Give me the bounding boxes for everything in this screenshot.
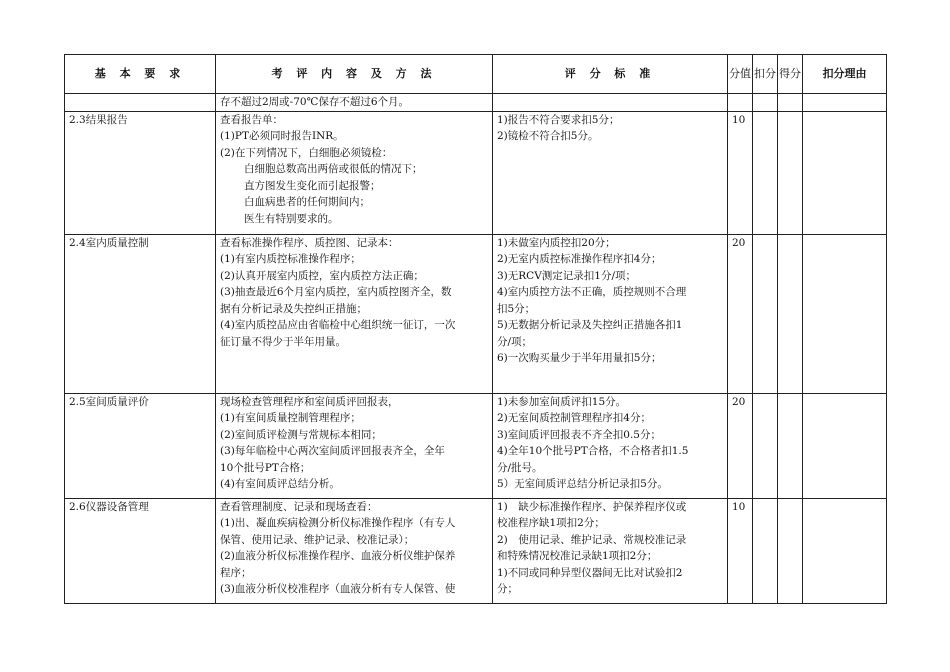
cell-deduct xyxy=(753,111,778,234)
content-line: 医生有特别要求的。 xyxy=(244,212,339,225)
standard-line: 4)室内质控方法不正确，质控规则不合理 xyxy=(497,286,687,298)
standard-line: 3)无RCV测定记录扣1分/项； xyxy=(497,269,637,282)
header-content: 考 评 内 容 及 方 法 xyxy=(216,55,493,94)
cell-obtained xyxy=(778,94,803,112)
standard-line: 2)无室内质控标准操作程序扣4分； xyxy=(497,253,662,265)
table-row xyxy=(65,393,887,498)
table-row xyxy=(65,111,887,234)
content-line: (1)出、凝血疾病检测分析仪标准操作程序（有专人 xyxy=(220,517,456,529)
cell-content xyxy=(216,393,493,498)
cell-score: 20 xyxy=(728,393,753,498)
cell-standard xyxy=(493,94,728,112)
standard-line: 6)一次购买量少于半年用量扣5分； xyxy=(497,352,662,364)
cell-reason xyxy=(803,234,887,393)
content-line: (3)每年临检中心两次室间质评回报表齐全，全年 xyxy=(220,445,445,457)
standard-line: 5)无数据分析记录及失控纠正措施各扣1 xyxy=(497,319,683,331)
cell-standard xyxy=(493,393,728,498)
cell-standard xyxy=(493,234,728,393)
content-line: 白细胞总数高出两倍或很低的情况下； xyxy=(244,163,423,175)
cell-reason xyxy=(803,393,887,498)
cell-deduct xyxy=(753,498,778,603)
standard-line: 3)室间质评回报表不齐全扣0.5分； xyxy=(497,428,661,441)
header-row xyxy=(65,55,887,94)
content-line: 现场检查管理程序和室间质评回报表， xyxy=(220,395,399,408)
content-line: (4)有室间质评总结分析。 xyxy=(220,478,340,490)
content-line: (3)血液分析仪校准程序（血液分析有专人保管、使 xyxy=(220,583,456,595)
header-obtained: 得分 xyxy=(778,55,803,94)
standard-line: 2) 使用记录、维护记录、常规校准记录 xyxy=(497,533,687,546)
table-row xyxy=(65,234,887,393)
content-line: (2)在下列情况下，白细胞必须镜检： xyxy=(220,146,393,159)
cell-deduct xyxy=(753,94,778,112)
standard-line: 分； xyxy=(497,583,518,595)
standard-line: 1)报告不符合要求扣5分； xyxy=(497,113,620,126)
cell-requirement: 2.5室间质量评价 xyxy=(65,393,216,498)
content-line: 征订量不得少于半年用量。 xyxy=(220,335,346,348)
cell-score: 10 xyxy=(728,498,753,603)
cell-standard xyxy=(493,498,728,603)
content-line: (2)血液分析仪标准操作程序、血液分析仪维护保养 xyxy=(220,550,456,562)
header-standard: 评 分 标 准 xyxy=(493,55,728,94)
standard-line: 校准程序缺1项扣2分； xyxy=(497,517,605,529)
cell-obtained xyxy=(778,111,803,234)
standard-line: 分/批号。 xyxy=(497,461,543,474)
standard-line: 分/项； xyxy=(497,335,533,348)
cell-reason xyxy=(803,111,887,234)
header-reason: 扣分理由 xyxy=(803,55,887,94)
standard-line: 2)镜检不符合扣5分。 xyxy=(497,130,599,142)
cell-obtained xyxy=(778,234,803,393)
cell-requirement: 2.4室内质量控制 xyxy=(65,234,216,393)
cell-reason xyxy=(803,498,887,603)
content-line: (2)室间质评检测与常规标本相同； xyxy=(220,428,382,441)
cell-requirement: 2.3结果报告 xyxy=(65,111,216,234)
content-line: 存不超过2周或-70℃保存不超过6个月。 xyxy=(220,96,410,108)
content-line: 保管、使用记录、维护记录、校准记录）； xyxy=(220,533,415,546)
cell-score: 10 xyxy=(728,111,753,234)
cell-reason xyxy=(803,94,887,112)
assessment-table xyxy=(64,54,887,604)
standard-line: 2)无室间质控制管理程序扣4分； xyxy=(497,412,651,424)
content-line: 查看管理制度、记录和现场查看： xyxy=(220,500,378,513)
header-deduct: 扣分 xyxy=(753,55,778,94)
content-line: (4)室内质控品应由省临检中心组织统一征订，一次 xyxy=(220,319,456,331)
standard-line: 扣5分； xyxy=(497,302,536,315)
content-line: 查看标准操作程序、质控图、记录本： xyxy=(220,236,399,249)
cell-standard xyxy=(493,111,728,234)
cell-content xyxy=(216,498,493,603)
content-line: (3)抽查最近6个月室内质控，室内质控图齐全，数 xyxy=(220,286,452,298)
header-score-value: 分值 xyxy=(728,55,753,94)
standard-line: 4)全年10个批号PT合格，不合格者扣1.5 xyxy=(497,445,689,457)
cell-deduct xyxy=(753,393,778,498)
cell-obtained xyxy=(778,498,803,603)
standard-line: 和特殊情况校准记录缺1项扣2分； xyxy=(497,550,658,562)
content-line: (2)认真开展室内质控，室内质控方法正确； xyxy=(220,269,424,282)
table-row-continuation xyxy=(65,94,887,112)
content-line: 白血病患者的任何期间内； xyxy=(244,196,370,208)
content-line: (1)有室间质量控制管理程序； xyxy=(220,412,361,424)
table-row xyxy=(65,498,887,603)
cell-content xyxy=(216,94,493,112)
standard-line: 1)未参加室间质评扣15分。 xyxy=(497,395,627,408)
content-line: 直方图发生变化而引起报警； xyxy=(244,179,381,192)
content-line: 程序； xyxy=(220,566,252,579)
cell-score: 20 xyxy=(728,234,753,393)
cell-score xyxy=(728,94,753,112)
content-line: (1)PT必须同时报告INR。 xyxy=(220,130,344,142)
cell-content xyxy=(216,111,493,234)
cell-content xyxy=(216,234,493,393)
content-line: 据有分析记录及失控纠正措施； xyxy=(220,302,367,315)
cell-obtained xyxy=(778,393,803,498)
standard-line: 1) 缺少标准操作程序、护保养程序仪或 xyxy=(497,500,687,513)
cell-requirement: 2.6仪器设备管理 xyxy=(65,498,216,603)
content-line: 查看报告单： xyxy=(220,113,283,126)
content-line: (1)有室内质控标准操作程序； xyxy=(220,253,361,265)
cell-requirement xyxy=(65,94,216,112)
standard-line: 5）无室间质评总结分析记录扣5分。 xyxy=(497,478,668,490)
standard-line: 1)未做室内质控扣20分； xyxy=(497,236,616,249)
header-requirement: 基 本 要 求 xyxy=(65,55,216,94)
standard-line: 1)不同或同种异型仪器间无比对试验扣2 xyxy=(497,566,683,579)
cell-deduct xyxy=(753,234,778,393)
content-line: 10个批号PT合格； xyxy=(220,461,311,474)
